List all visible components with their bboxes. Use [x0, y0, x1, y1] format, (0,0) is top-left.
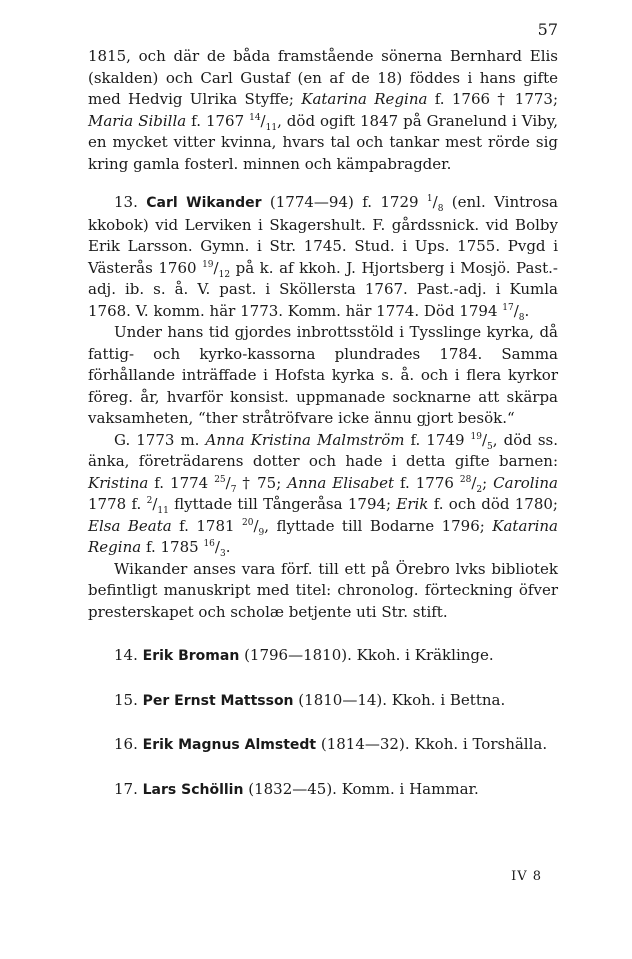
main-text	[88, 46, 558, 801]
person-name: Erik	[396, 495, 429, 513]
person-name: Katarina Regina	[88, 516, 558, 556]
entry-16: 16. Erik Magnus Almstedt (1814—32). Kkoh. i Torshälla.	[114, 735, 548, 753]
person-name: Anna Kristina Malmström	[205, 430, 405, 449]
entry-14: 14. Erik Broman (1796—1810). Kkoh. i Kräklinge.	[114, 646, 494, 664]
entry-name: Per Ernst Mattsson	[142, 692, 294, 709]
person-name: Carolina	[493, 473, 558, 492]
paragraph-marriage: G. 1773 m. Anna Kristina Malmström f. 1749 $^{19}/_5$, död ss. änka, företrädarens dotter och hade i detta gifte barnen: Kristina f. 1774 $^{25}/_7$ † 75; Anna Elisabet f. 1776 $^{28}/_2$; Carolina 1778 f. $^2/_{11}$ flyttade till Tångeråsa 1794; Erik f. och död 1780; Elsa Beata f. 1781 $^{20}/_9$, flyttade till Bodarne 1796; Katarina Regina f. 1785 $^{16}/_3$.	[88, 430, 559, 559]
person-name: Anna Elisabet	[287, 473, 394, 492]
entry-name: Erik Magnus Almstedt	[142, 737, 317, 753]
person-name: Maria Sibilla	[88, 111, 187, 130]
paragraph-burglary: Under hans tid gjordes inbrottsstöld i Tysslinge kyrka, då fattig- och kyrko-kassorna plundrades 1784. Samma förhållande inträffade i Hofsta kyrka s. å. och i flera kyrkor föreg. år, hvarför konsist. uppmanade socknarne att skärpa vaksamheten, “ther stråtröfvare icke ännu gjort besök.“	[88, 323, 558, 427]
entry-name: Carl Wikander	[146, 195, 262, 211]
printer-signature: IV 8	[511, 869, 542, 884]
person-name: Kristina	[88, 473, 149, 492]
entry-15: 15. Per Ernst Mattsson (1810—14). Kkoh. i Bettna.	[114, 690, 506, 709]
paragraph-manuscript: Wikander anses vara förf. till ett på Örebro lvks bibliotek befintligt manuskript med titel: chronolog. förteckning öfver presterskapet och scholæ betjente uti Str. stift.	[88, 559, 558, 621]
entry-name: Lars Schöllin	[142, 781, 244, 798]
person-name: Katarina Regina	[301, 90, 428, 108]
person-name: Elsa Beata	[88, 516, 172, 535]
paragraph-family-continuation: 1815, och där de båda framstående sönerna Bernhard Elis (skalden) och Carl Gustaf (en af de 18) föddes i hans gifte med Hedvig Ulrika Styffe; Katarina Regina f. 1766 † 1773; Maria Sibilla f. 1767 $^{14}/_{11}$, död ogift 1847 på Granelund i Viby, en mycket vitter kvinna, hvars tal och tankar mest rörde sig kring gamla fosterl. minnen och kämpabragder.	[88, 47, 559, 173]
page-number: 57	[537, 20, 558, 39]
entry-13: 13. Carl Wikander (1774—94) f. 1729 $^1/_8$ (enl. Vintrosa kkobok) vid Lerviken i Skagershult. F. gårdssnick. vid Bolby Erik Larsson. Gymn. i Str. 1745. Stud. i Ups. 1755. Pvgd i Västerås 1760 $^{19}/_{12}$ på k. af kkoh. J. Hjortsberg i Mosjö. Past.-adj. ib. s. å. V. past. i Sköllersta 1767. Past.-adj. i Kumla 1768. V. komm. här 1773. Komm. här 1774. Död 1794 $^{17}/_8$.	[88, 193, 558, 323]
entry-name: Erik Broman	[142, 648, 240, 664]
entry-17: 17. Lars Schöllin (1832—45). Komm. i Hammar.	[114, 779, 479, 798]
